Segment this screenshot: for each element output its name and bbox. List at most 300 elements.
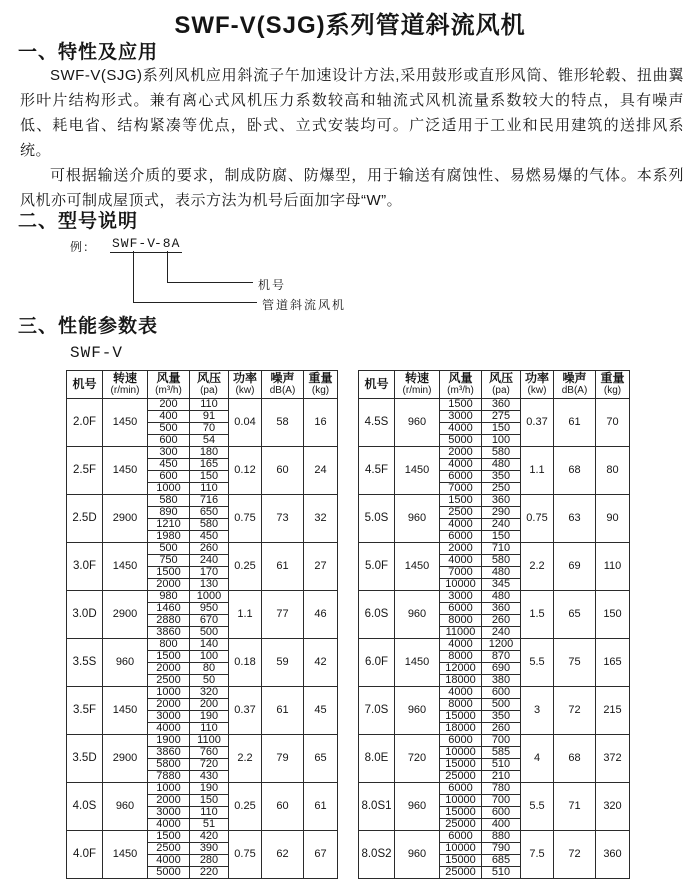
- flow-cell: 500: [148, 423, 190, 435]
- noise-cell: 73: [262, 495, 304, 543]
- weight-cell: 150: [596, 591, 630, 639]
- pressure-cell: 685: [482, 855, 521, 867]
- speed-cell: 720: [395, 735, 440, 783]
- noise-cell: 60: [262, 447, 304, 495]
- flow-cell: 2500: [440, 507, 482, 519]
- noise-cell: 65: [554, 591, 596, 639]
- table-subrow: [67, 543, 338, 555]
- table-subrow: [359, 591, 630, 603]
- pressure-cell: 1000: [190, 591, 229, 603]
- weight-cell: 65: [304, 735, 338, 783]
- flow-cell: 980: [148, 591, 190, 603]
- pressure-cell: 1100: [190, 735, 229, 747]
- flow-cell: 2500: [148, 843, 190, 855]
- speed-cell: 1450: [103, 687, 148, 735]
- pressure-cell: 650: [190, 507, 229, 519]
- weight-cell: 90: [596, 495, 630, 543]
- pressure-cell: 510: [482, 759, 521, 771]
- flow-cell: 7000: [440, 483, 482, 495]
- model-cell: 8.0E: [359, 735, 395, 783]
- series-label: SWF-V: [70, 344, 124, 362]
- speed-cell: 1450: [395, 447, 440, 495]
- power-cell: 0.18: [229, 639, 262, 687]
- pressure-cell: 210: [482, 771, 521, 783]
- pressure-cell: 700: [482, 735, 521, 747]
- model-cell: 8.0S2: [359, 831, 395, 879]
- power-cell: 1.1: [521, 447, 554, 495]
- pressure-cell: 720: [190, 759, 229, 771]
- speed-cell: 1450: [395, 639, 440, 687]
- performance-table-left: [66, 370, 338, 879]
- features-paragraph-2: 可根据输送介质的要求，制成防腐、防爆型，用于输送有腐蚀性、易燃易爆的气体。本系列风机亦可制成屋顶式，表示方法为机号后面加字母“W”。: [20, 167, 684, 209]
- flow-cell: 600: [148, 471, 190, 483]
- pressure-cell: 580: [190, 519, 229, 531]
- flow-cell: 600: [148, 435, 190, 447]
- table-header-noise: 噪声 dB(A): [262, 371, 304, 399]
- table-header-pressure: 风压 (pa): [190, 371, 229, 399]
- flow-cell: 1000: [148, 687, 190, 699]
- flow-cell: 2000: [148, 699, 190, 711]
- table-subrow: [67, 639, 338, 651]
- flow-cell: 18000: [440, 675, 482, 687]
- model-cell: 5.0S: [359, 495, 395, 543]
- flow-cell: 2880: [148, 615, 190, 627]
- flow-cell: 1900: [148, 735, 190, 747]
- speed-cell: 1450: [103, 399, 148, 447]
- flow-cell: 4000: [440, 639, 482, 651]
- noise-cell: 60: [262, 783, 304, 831]
- weight-cell: 70: [596, 399, 630, 447]
- flow-cell: 4000: [148, 723, 190, 735]
- pressure-cell: 180: [190, 447, 229, 459]
- flow-cell: 10000: [440, 843, 482, 855]
- callout-line-fan-horizontal: [133, 302, 257, 303]
- power-cell: 0.75: [229, 495, 262, 543]
- pressure-cell: 54: [190, 435, 229, 447]
- pressure-cell: 260: [482, 723, 521, 735]
- table-header-speed: 转速 (r/min): [103, 371, 148, 399]
- pressure-cell: 240: [482, 519, 521, 531]
- callout-line-size: [167, 251, 168, 282]
- pressure-cell: 500: [482, 699, 521, 711]
- callout-label-fan-type: 管道斜流风机: [262, 298, 347, 312]
- pressure-cell: 80: [190, 663, 229, 675]
- pressure-cell: 51: [190, 819, 229, 831]
- pressure-cell: 100: [190, 651, 229, 663]
- pressure-cell: 360: [482, 495, 521, 507]
- pressure-cell: 350: [482, 471, 521, 483]
- flow-cell: 3860: [148, 747, 190, 759]
- table-header-pressure: 风压 (pa): [482, 371, 521, 399]
- weight-cell: 165: [596, 639, 630, 687]
- pressure-cell: 585: [482, 747, 521, 759]
- callout-line-fan-type: [133, 251, 134, 302]
- flow-cell: 500: [148, 543, 190, 555]
- flow-cell: 5000: [440, 435, 482, 447]
- pressure-cell: 240: [482, 627, 521, 639]
- flow-cell: 12000: [440, 663, 482, 675]
- flow-cell: 1500: [440, 495, 482, 507]
- flow-cell: 2000: [148, 579, 190, 591]
- pressure-cell: 430: [190, 771, 229, 783]
- pressure-cell: 580: [482, 555, 521, 567]
- table-subrow: [359, 495, 630, 507]
- flow-cell: 1000: [148, 783, 190, 795]
- power-cell: 0.12: [229, 447, 262, 495]
- flow-cell: 6000: [440, 831, 482, 843]
- pressure-cell: 50: [190, 675, 229, 687]
- noise-cell: 58: [262, 399, 304, 447]
- pressure-cell: 350: [482, 711, 521, 723]
- flow-cell: 7000: [440, 567, 482, 579]
- features-paragraph-1: SWF-V(SJG)系列风机应用斜流子午加速设计方法,采用鼓形或直形风筒、锥形轮毂、扭曲翼形叶片结构形式。兼有离心式风机压力系数较高和轴流式风机流量系数较大的特点，具有噪声低、耗电省、结构紧凑等优点，卧式、立式安装均可。广泛适用于工业和民用建筑的送排风系统。: [20, 67, 684, 159]
- flow-cell: 4000: [440, 459, 482, 471]
- model-code-diagram: [0, 236, 700, 312]
- pressure-cell: 950: [190, 603, 229, 615]
- flow-cell: 15000: [440, 759, 482, 771]
- noise-cell: 75: [554, 639, 596, 687]
- table-subrow: [359, 831, 630, 843]
- table-subrow: [67, 783, 338, 795]
- model-code-suffix: -8A: [154, 236, 181, 251]
- weight-cell: 61: [304, 783, 338, 831]
- speed-cell: 960: [103, 783, 148, 831]
- pressure-cell: 700: [482, 795, 521, 807]
- pressure-cell: 870: [482, 651, 521, 663]
- model-cell: 3.5S: [67, 639, 103, 687]
- model-cell: 2.0F: [67, 399, 103, 447]
- flow-cell: 890: [148, 507, 190, 519]
- pressure-cell: 110: [190, 399, 229, 411]
- power-cell: 5.5: [521, 783, 554, 831]
- pressure-cell: 260: [190, 543, 229, 555]
- pressure-cell: 690: [482, 663, 521, 675]
- pressure-cell: 260: [482, 615, 521, 627]
- flow-cell: 2000: [440, 447, 482, 459]
- pressure-cell: 716: [190, 495, 229, 507]
- table-subrow: [359, 447, 630, 459]
- weight-cell: 24: [304, 447, 338, 495]
- flow-cell: 15000: [440, 711, 482, 723]
- weight-cell: 80: [596, 447, 630, 495]
- pressure-cell: 150: [190, 795, 229, 807]
- weight-cell: 360: [596, 831, 630, 879]
- flow-cell: 1500: [148, 651, 190, 663]
- noise-cell: 77: [262, 591, 304, 639]
- flow-cell: 25000: [440, 771, 482, 783]
- pressure-cell: 600: [482, 807, 521, 819]
- pressure-cell: 150: [482, 423, 521, 435]
- flow-cell: 400: [148, 411, 190, 423]
- model-cell: 2.5F: [67, 447, 103, 495]
- weight-cell: 42: [304, 639, 338, 687]
- flow-cell: 4000: [440, 687, 482, 699]
- pressure-cell: 670: [190, 615, 229, 627]
- weight-cell: 46: [304, 591, 338, 639]
- speed-cell: 960: [395, 591, 440, 639]
- pressure-cell: 240: [190, 555, 229, 567]
- pressure-cell: 360: [482, 603, 521, 615]
- pressure-cell: 320: [190, 687, 229, 699]
- flow-cell: 300: [148, 447, 190, 459]
- flow-cell: 800: [148, 639, 190, 651]
- noise-cell: 61: [262, 687, 304, 735]
- flow-cell: 2000: [148, 663, 190, 675]
- model-cell: 6.0S: [359, 591, 395, 639]
- flow-cell: 200: [148, 399, 190, 411]
- pressure-cell: 91: [190, 411, 229, 423]
- flow-cell: 6000: [440, 471, 482, 483]
- flow-cell: 1500: [148, 831, 190, 843]
- flow-cell: 3000: [148, 807, 190, 819]
- flow-cell: 10000: [440, 579, 482, 591]
- pressure-cell: 390: [190, 843, 229, 855]
- flow-cell: 2000: [440, 543, 482, 555]
- power-cell: 2.2: [521, 543, 554, 591]
- model-cell: 4.0F: [67, 831, 103, 879]
- section-heading-features: 一、特性及应用: [18, 42, 159, 63]
- pressure-cell: 220: [190, 867, 229, 879]
- flow-cell: 3000: [148, 711, 190, 723]
- pressure-cell: 790: [482, 843, 521, 855]
- flow-cell: 15000: [440, 855, 482, 867]
- weight-cell: 16: [304, 399, 338, 447]
- table-header-power: 功率 (kw): [521, 371, 554, 399]
- speed-cell: 960: [103, 639, 148, 687]
- weight-cell: 320: [596, 783, 630, 831]
- table-subrow: [67, 831, 338, 843]
- pressure-cell: 140: [190, 639, 229, 651]
- flow-cell: 750: [148, 555, 190, 567]
- pressure-cell: 500: [190, 627, 229, 639]
- pressure-cell: 450: [190, 531, 229, 543]
- flow-cell: 18000: [440, 723, 482, 735]
- pressure-cell: 380: [482, 675, 521, 687]
- flow-cell: 25000: [440, 867, 482, 879]
- pressure-cell: 165: [190, 459, 229, 471]
- table-header-flow: 风量 (m³/h): [148, 371, 190, 399]
- pressure-cell: 360: [482, 399, 521, 411]
- pressure-cell: 580: [482, 447, 521, 459]
- pressure-cell: 780: [482, 783, 521, 795]
- pressure-cell: 600: [482, 687, 521, 699]
- pressure-cell: 510: [482, 867, 521, 879]
- table-subrow: [67, 591, 338, 603]
- model-code-prefix: SWF-V: [112, 236, 157, 251]
- flow-cell: 580: [148, 495, 190, 507]
- table-subrow: [359, 399, 630, 411]
- table-header-noise: 噪声 dB(A): [554, 371, 596, 399]
- table-header-weight: 重量 (kg): [596, 371, 630, 399]
- table-header-flow: 风量 (m³/h): [440, 371, 482, 399]
- page-title: SWF-V(SJG)系列管道斜流风机: [174, 12, 526, 39]
- speed-cell: 2900: [103, 735, 148, 783]
- table-subrow: [67, 447, 338, 459]
- model-cell: 7.0S: [359, 687, 395, 735]
- flow-cell: 2000: [148, 795, 190, 807]
- power-cell: 0.37: [229, 687, 262, 735]
- power-cell: 2.2: [229, 735, 262, 783]
- pressure-cell: 480: [482, 459, 521, 471]
- table-subrow: [67, 495, 338, 507]
- pressure-cell: 170: [190, 567, 229, 579]
- pressure-cell: 110: [190, 723, 229, 735]
- speed-cell: 1450: [395, 543, 440, 591]
- power-cell: 0.37: [521, 399, 554, 447]
- flow-cell: 11000: [440, 627, 482, 639]
- speed-cell: 960: [395, 831, 440, 879]
- table-header-model: 机号: [359, 371, 395, 399]
- model-cell: 3.0F: [67, 543, 103, 591]
- pressure-cell: 480: [482, 567, 521, 579]
- model-cell: 2.5D: [67, 495, 103, 543]
- power-cell: 0.04: [229, 399, 262, 447]
- pressure-cell: 190: [190, 783, 229, 795]
- callout-line-size-horizontal: [167, 282, 253, 283]
- power-cell: 5.5: [521, 639, 554, 687]
- flow-cell: 10000: [440, 795, 482, 807]
- table-subrow: [359, 687, 630, 699]
- speed-cell: 960: [395, 495, 440, 543]
- weight-cell: 32: [304, 495, 338, 543]
- weight-cell: 45: [304, 687, 338, 735]
- model-cell: 4.0S: [67, 783, 103, 831]
- power-cell: 4: [521, 735, 554, 783]
- model-cell: 8.0S1: [359, 783, 395, 831]
- model-cell: 5.0F: [359, 543, 395, 591]
- flow-cell: 5000: [148, 867, 190, 879]
- noise-cell: 63: [554, 495, 596, 543]
- pressure-cell: 710: [482, 543, 521, 555]
- flow-cell: 3000: [440, 411, 482, 423]
- flow-cell: 8000: [440, 651, 482, 663]
- callout-label-size: 机号: [258, 278, 287, 292]
- flow-cell: 4000: [148, 819, 190, 831]
- speed-cell: 960: [395, 687, 440, 735]
- pressure-cell: 345: [482, 579, 521, 591]
- pressure-cell: 150: [482, 531, 521, 543]
- flow-cell: 6000: [440, 735, 482, 747]
- power-cell: 1.5: [521, 591, 554, 639]
- table-subrow: [359, 735, 630, 747]
- table-header-power: 功率 (kw): [229, 371, 262, 399]
- noise-cell: 61: [554, 399, 596, 447]
- noise-cell: 69: [554, 543, 596, 591]
- performance-tables: [66, 370, 630, 879]
- model-cell: 6.0F: [359, 639, 395, 687]
- table-header-model: 机号: [67, 371, 103, 399]
- speed-cell: 1450: [103, 543, 148, 591]
- power-cell: 1.1: [229, 591, 262, 639]
- flow-cell: 1500: [148, 567, 190, 579]
- pressure-cell: 280: [190, 855, 229, 867]
- flow-cell: 10000: [440, 747, 482, 759]
- flow-cell: 3000: [440, 591, 482, 603]
- table-subrow: [359, 639, 630, 651]
- pressure-cell: 480: [482, 591, 521, 603]
- noise-cell: 68: [554, 735, 596, 783]
- flow-cell: 6000: [440, 783, 482, 795]
- pressure-cell: 200: [190, 699, 229, 711]
- model-cell: 4.5F: [359, 447, 395, 495]
- flow-cell: 2500: [148, 675, 190, 687]
- pressure-cell: 110: [190, 807, 229, 819]
- weight-cell: 215: [596, 687, 630, 735]
- pressure-cell: 400: [482, 819, 521, 831]
- pressure-cell: 100: [482, 435, 521, 447]
- speed-cell: 1450: [103, 831, 148, 879]
- power-cell: 3: [521, 687, 554, 735]
- performance-table-right: [358, 370, 630, 879]
- pressure-cell: 1200: [482, 639, 521, 651]
- noise-cell: 62: [262, 831, 304, 879]
- flow-cell: 4000: [148, 855, 190, 867]
- pressure-cell: 760: [190, 747, 229, 759]
- model-cell: 4.5S: [359, 399, 395, 447]
- speed-cell: 960: [395, 783, 440, 831]
- section-heading-performance: 三、性能参数表: [18, 316, 159, 337]
- flow-cell: 6000: [440, 531, 482, 543]
- pressure-cell: 290: [482, 507, 521, 519]
- noise-cell: 72: [554, 687, 596, 735]
- table-subrow: [359, 543, 630, 555]
- pressure-cell: 420: [190, 831, 229, 843]
- noise-cell: 71: [554, 783, 596, 831]
- pressure-cell: 130: [190, 579, 229, 591]
- weight-cell: 372: [596, 735, 630, 783]
- flow-cell: 4000: [440, 555, 482, 567]
- example-label: 例：: [70, 240, 97, 254]
- flow-cell: 8000: [440, 699, 482, 711]
- flow-cell: 25000: [440, 819, 482, 831]
- weight-cell: 67: [304, 831, 338, 879]
- pressure-cell: 190: [190, 711, 229, 723]
- flow-cell: 1500: [440, 399, 482, 411]
- noise-cell: 68: [554, 447, 596, 495]
- flow-cell: 7880: [148, 771, 190, 783]
- noise-cell: 72: [554, 831, 596, 879]
- power-cell: 0.75: [521, 495, 554, 543]
- weight-cell: 27: [304, 543, 338, 591]
- noise-cell: 79: [262, 735, 304, 783]
- pressure-cell: 250: [482, 483, 521, 495]
- flow-cell: 5800: [148, 759, 190, 771]
- flow-cell: 15000: [440, 807, 482, 819]
- speed-cell: 960: [395, 399, 440, 447]
- section-heading-model: 二、型号说明: [18, 211, 139, 232]
- noise-cell: 59: [262, 639, 304, 687]
- table-subrow: [67, 735, 338, 747]
- flow-cell: 1460: [148, 603, 190, 615]
- flow-cell: 4000: [440, 519, 482, 531]
- speed-cell: 1450: [103, 447, 148, 495]
- table-header-weight: 重量 (kg): [304, 371, 338, 399]
- flow-cell: 4000: [440, 423, 482, 435]
- weight-cell: 110: [596, 543, 630, 591]
- pressure-cell: 150: [190, 471, 229, 483]
- power-cell: 0.25: [229, 783, 262, 831]
- speed-cell: 2900: [103, 591, 148, 639]
- table-header-speed: 转速 (r/min): [395, 371, 440, 399]
- table-subrow: [67, 399, 338, 411]
- table-header-row: [359, 371, 630, 399]
- pressure-cell: 110: [190, 483, 229, 495]
- flow-cell: 450: [148, 459, 190, 471]
- pressure-cell: 70: [190, 423, 229, 435]
- power-cell: 0.75: [229, 831, 262, 879]
- power-cell: 0.25: [229, 543, 262, 591]
- pressure-cell: 880: [482, 831, 521, 843]
